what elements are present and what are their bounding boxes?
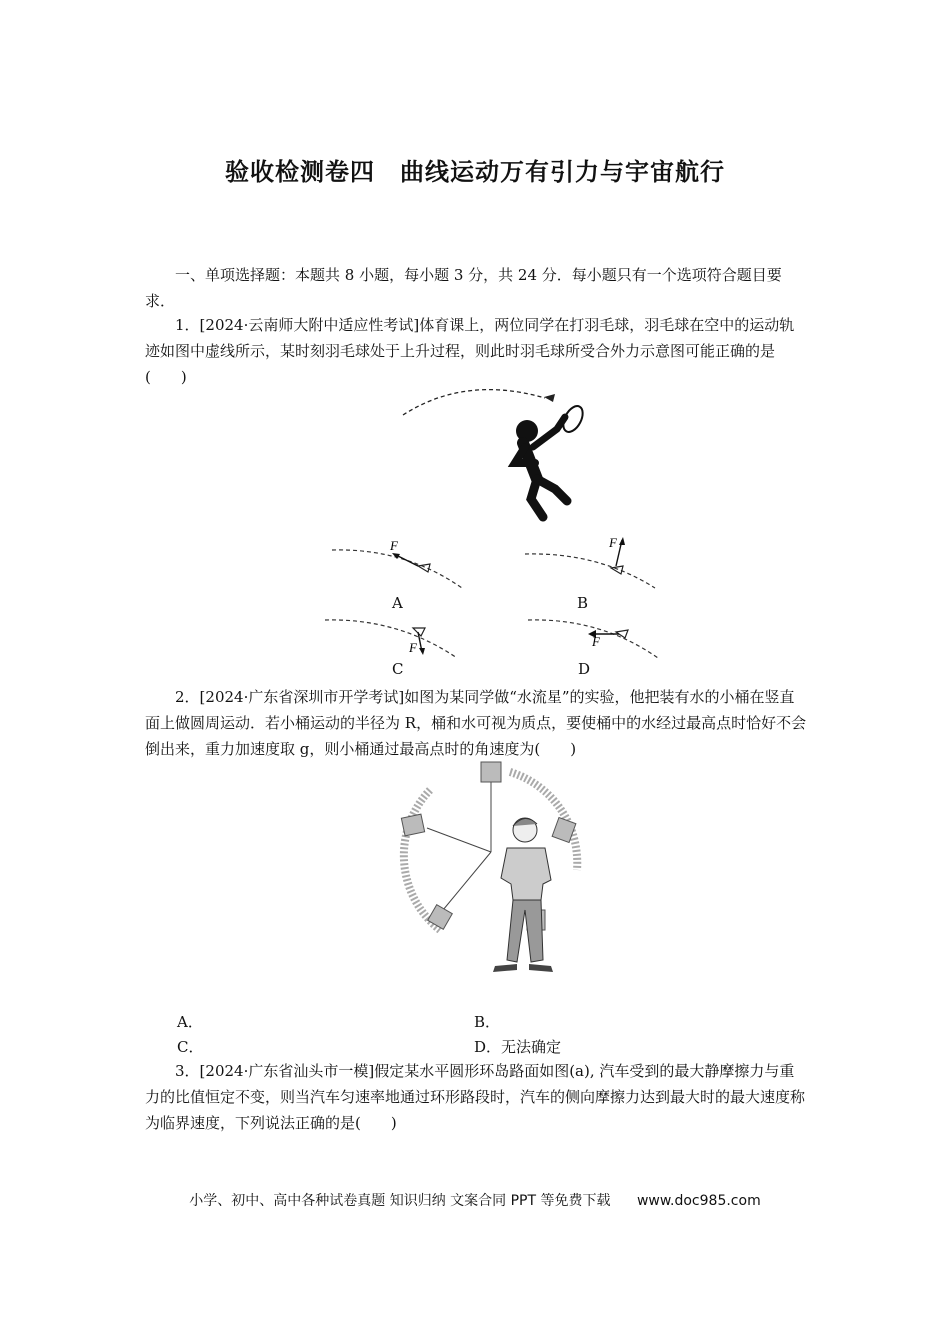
q2-option-c[interactable]: C． [177, 1038, 204, 1056]
force-label-b: F [609, 535, 617, 550]
q2-option-b[interactable]: B． [474, 1013, 501, 1031]
footer-text: 小学、初中、高中各种试卷真题 知识归纳 文案合同 PPT 等免费下载 [189, 1193, 611, 1209]
page-footer [0, 1190, 950, 1210]
page-title: 验收检测卷四 曲线运动万有引力与宇宙航行 [225, 157, 725, 186]
q1-option-a-label[interactable]: A [392, 594, 403, 612]
force-label-d: F [592, 634, 600, 649]
q1-option-c-label[interactable]: C [392, 660, 404, 678]
q2-option-d[interactable]: D．无法确定 [474, 1038, 562, 1056]
q1-option-c-diagram [323, 608, 463, 660]
q1-option-d-diagram [526, 610, 666, 660]
question-3-text: 3．[2024·广东省汕头市一模]假定某水平圆形环岛路面如图(a), 汽车受到的最大静摩擦力与重力的比值恒定不变，则当汽车匀速率地通过环形路段时，汽车的侧向摩擦力达到最大时的最大速度称为临界速度，下列说法正确的是( ) [145, 1062, 806, 1132]
q2-option-a[interactable]: A． [177, 1013, 203, 1031]
q1-option-a-diagram [330, 538, 470, 590]
q1-option-d-label[interactable]: D [578, 660, 591, 678]
q1-option-b-label[interactable]: B [577, 594, 589, 612]
force-label-c: F [409, 640, 417, 655]
question-1-text: 1．[2024·云南师大附中适应性考试]体育课上，两位同学在打羽毛球，羽毛球在空中的运动轨迹如图中虚线所示，某时刻羽毛球处于上升过程，则此时羽毛球所受合外力示意图可能正确的是( ) [145, 316, 795, 386]
badminton-player-figure [395, 383, 590, 528]
section-heading: 一、单项选择题：本题共 8 小题，每小题 3 分，共 24 分．每小题只有一个选项符合题目要求． [145, 266, 782, 310]
force-label-a: F [390, 538, 398, 553]
question-2-text: 2．[2024·广东省深圳市开学考试]如图为某同学做“水流星”的实验，他把装有水的小桶在竖直面上做圆周运动．若小桶运动的半径为 R，桶和水可视为质点，要使桶中的水经过最高点时恰好不会倒出来，重力加速度取 g，则小桶通过最高点时的角速度为( ) [145, 688, 807, 758]
water-bucket-figure [395, 760, 590, 978]
q1-option-b-diagram [523, 534, 663, 590]
footer-url[interactable]: www.doc985.com [636, 1193, 761, 1209]
